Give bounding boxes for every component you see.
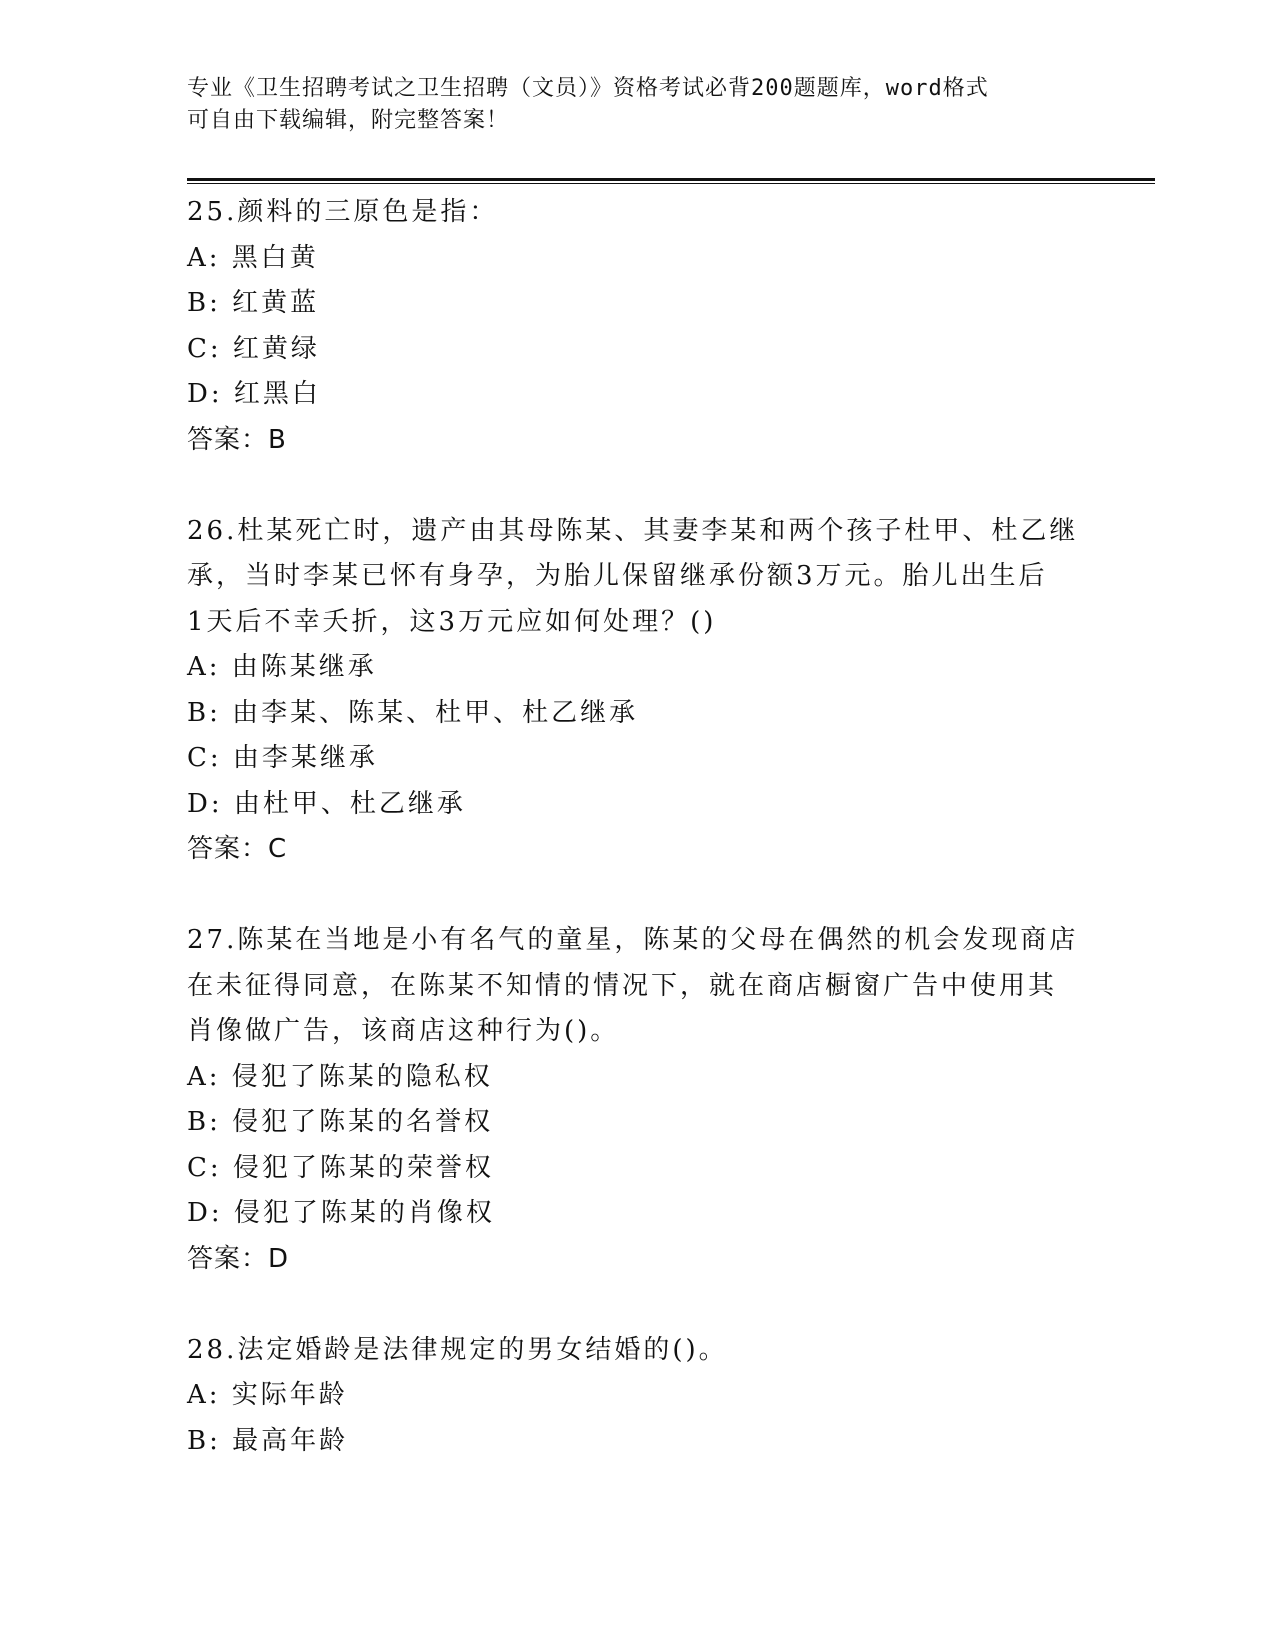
option-a: A: 实际年龄 xyxy=(187,1380,348,1410)
question-text: 28.法定婚龄是法律规定的男女结婚的()。 xyxy=(187,1334,728,1365)
question-text: 26.杜某死亡时，遗产由其母陈某、其妻李某和两个孩子杜甲、杜乙继 xyxy=(187,515,1079,546)
answer: 答案：D xyxy=(187,1243,290,1274)
question-text: 1天后不幸夭折，这3万元应如何处理？() xyxy=(187,606,717,637)
question-25 xyxy=(187,190,1087,463)
question-text: 承，当时李某已怀有身孕，为胎儿保留继承份额3万元。胎儿出生后 xyxy=(187,561,1048,591)
option-b: B: 红黄蓝 xyxy=(187,288,320,318)
option-b: B: 最高年龄 xyxy=(187,1425,349,1456)
header-line-1: 专业《卫生招聘考试之卫生招聘（文员）》资格考试必背200题题库，word格式 xyxy=(187,76,989,101)
question-26 xyxy=(187,509,1087,873)
option-b: B: 侵犯了陈某的名誉权 xyxy=(187,1107,494,1137)
question-text: 27.陈某在当地是小有名气的童星，陈某的父母在偶然的机会发现商店 xyxy=(187,925,1079,955)
answer: 答案：C xyxy=(187,834,288,864)
header-divider-thin xyxy=(187,183,1155,184)
option-a: A: 由陈某继承 xyxy=(187,652,377,682)
question-28 xyxy=(187,1328,1087,1465)
option-b: B: 由李某、陈某、杜甲、杜乙继承 xyxy=(187,697,639,728)
question-list xyxy=(187,190,1087,1464)
option-a: A: 黑白黄 xyxy=(187,242,319,273)
option-d: D: 红黑白 xyxy=(187,379,321,409)
option-d: D: 侵犯了陈某的肖像权 xyxy=(187,1198,495,1228)
question-text: 在未征得同意，在陈某不知情的情况下，就在商店橱窗广告中使用其 xyxy=(187,970,1058,1001)
document-header xyxy=(187,73,1087,137)
option-c: C: 侵犯了陈某的荣誉权 xyxy=(187,1152,494,1183)
option-c: C: 由李某继承 xyxy=(187,743,378,773)
option-c: C: 红黄绿 xyxy=(187,333,320,364)
question-27 xyxy=(187,918,1087,1282)
option-d: D: 由杜甲、杜乙继承 xyxy=(187,788,466,819)
option-a: A: 侵犯了陈某的隐私权 xyxy=(187,1061,493,1092)
header-line-2: 可自由下载编辑，附完整答案！ xyxy=(187,108,510,133)
question-text: 肖像做广告，该商店这种行为()。 xyxy=(187,1016,620,1046)
header-divider-thick xyxy=(187,178,1155,181)
answer: 答案：B xyxy=(187,424,287,455)
question-text: 25.颜料的三原色是指： xyxy=(187,197,499,227)
